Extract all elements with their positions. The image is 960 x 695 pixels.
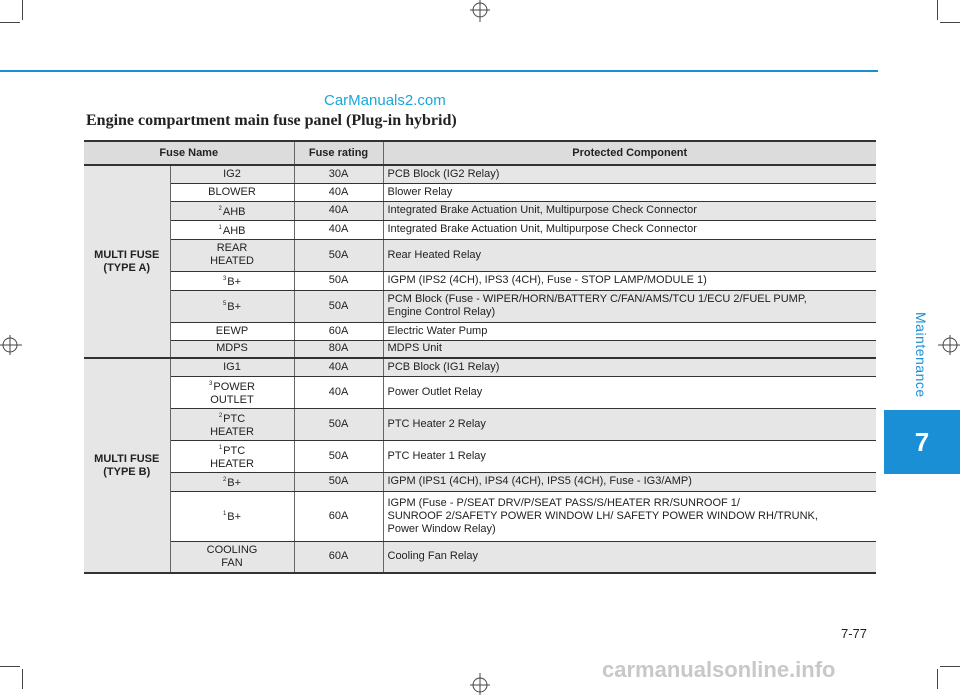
table-row — [84, 472, 876, 491]
fuse-name-cell — [170, 322, 294, 340]
table-row — [84, 239, 876, 271]
protected-component: IGPM (Fuse - P/SEAT DRV/P/SEAT PASS/S/HEATER RR/SUNROOF 1/ SUNROOF 2/SAFETY POWER WINDOW LH/ SAFETY POWER WINDOW RH/TRUNK, Power Window Relay) — [383, 491, 876, 541]
fuse-name-cell — [170, 408, 294, 440]
fuse-group-name: MULTI FUSE (TYPE B) — [84, 358, 170, 573]
crop-mark — [940, 666, 960, 667]
fuse-name: COOLING FAN — [206, 543, 258, 569]
fuse-name: IG2 — [223, 167, 241, 180]
table-row — [84, 201, 876, 220]
fuse-rating: 60A — [294, 541, 383, 573]
protected-component: Integrated Brake Actuation Unit, Multipurpose Check Connector — [383, 220, 876, 239]
fuse-name: B+ — [227, 301, 242, 313]
fuse-footnote-marker: 2 — [222, 476, 227, 483]
table-row — [84, 290, 876, 322]
protected-component: Rear Heated Relay — [383, 239, 876, 271]
crop-mark — [937, 669, 938, 689]
fuse-rating: 50A — [294, 239, 383, 271]
fuse-name: AHB — [222, 205, 246, 218]
fuse-footnote-marker: 1 — [222, 511, 227, 517]
table-row — [84, 358, 876, 376]
registration-mark-icon — [0, 330, 30, 360]
fuse-footnote-marker: 2 — [218, 205, 222, 212]
fuse-rating: 50A — [294, 440, 383, 472]
footer-watermark: carmanualsonline.info — [602, 657, 836, 682]
table-row — [84, 541, 876, 573]
fuse-rating: 30A — [294, 165, 383, 183]
fuse-name-cell — [170, 440, 294, 472]
fuse-name-cell — [170, 491, 294, 541]
table-row — [84, 376, 876, 408]
protected-component: PCM Block (Fuse - WIPER/HORN/BATTERY C/FAN/AMS/TCU 1/ECU 2/FUEL PUMP, Engine Control Relay) — [383, 290, 876, 322]
crop-mark — [937, 0, 938, 20]
crop-mark — [0, 666, 20, 667]
table-row — [84, 491, 876, 541]
fuse-name: MDPS — [216, 342, 248, 355]
fuse-rating: 50A — [294, 472, 383, 491]
fuse-name: BLOWER — [208, 185, 256, 198]
registration-mark-icon — [465, 0, 495, 30]
table-row — [84, 271, 876, 290]
fuse-footnote-marker: 5 — [222, 301, 227, 307]
page-title: Engine compartment main fuse panel (Plug-in hybrid) — [86, 112, 457, 129]
column-header-fuse-name: Fuse Name — [84, 141, 294, 165]
table-row — [84, 340, 876, 358]
protected-component: IGPM (IPS2 (4CH), IPS3 (4CH), Fuse - STOP LAMP/MODULE 1) — [383, 271, 876, 290]
fuse-name: EEWP — [215, 324, 249, 337]
fuse-footnote-marker: 2 — [218, 412, 223, 419]
crop-mark — [940, 22, 960, 23]
table-row — [84, 322, 876, 340]
fuse-rating: 60A — [294, 491, 383, 541]
protected-component: Blower Relay — [383, 183, 876, 201]
fuse-rating: 40A — [294, 376, 383, 408]
crop-mark — [22, 669, 23, 689]
fuse-footnote-marker: 1 — [218, 224, 222, 231]
protected-component: IGPM (IPS1 (4CH), IPS4 (4CH), IPS5 (4CH), Fuse - IG3/AMP) — [383, 472, 876, 491]
table-row — [84, 440, 876, 472]
fuse-name: B+ — [227, 476, 242, 489]
table-row — [84, 220, 876, 239]
fuse-rating: 40A — [294, 183, 383, 201]
chapter-tab-label: Maintenance — [913, 312, 929, 398]
fuse-rating: 40A — [294, 201, 383, 220]
fuse-name-cell — [170, 271, 294, 290]
chapter-tab — [884, 302, 960, 474]
column-header-fuse-rating: Fuse rating — [294, 141, 383, 165]
protected-component: Electric Water Pump — [383, 322, 876, 340]
registration-mark-icon — [465, 665, 495, 695]
protected-component: PTC Heater 2 Relay — [383, 408, 876, 440]
fuse-rating: 60A — [294, 322, 383, 340]
header-rule — [0, 70, 878, 72]
protected-component: Cooling Fan Relay — [383, 541, 876, 573]
fuse-name-cell — [170, 376, 294, 408]
watermark-link[interactable]: CarManuals2.com — [324, 92, 446, 109]
page-number: 7-77 — [841, 626, 868, 641]
fuse-rating: 50A — [294, 408, 383, 440]
fuse-table — [84, 140, 876, 574]
protected-component: MDPS Unit — [383, 340, 876, 358]
table-row — [84, 183, 876, 201]
fuse-name: REAR HEATED — [210, 242, 254, 267]
fuse-footnote-marker: 3 — [222, 275, 227, 282]
fuse-name-cell — [170, 290, 294, 322]
fuse-table-body — [84, 165, 876, 573]
fuse-name-cell — [170, 358, 294, 376]
fuse-name-cell — [170, 201, 294, 220]
protected-component: Integrated Brake Actuation Unit, Multipurpose Check Connector — [383, 201, 876, 220]
fuse-name: B+ — [227, 275, 242, 288]
fuse-group-name: MULTI FUSE (TYPE A) — [84, 165, 170, 358]
fuse-name-cell — [170, 183, 294, 201]
table-header-row — [84, 141, 876, 165]
fuse-name-cell — [170, 541, 294, 573]
fuse-rating: 80A — [294, 340, 383, 358]
fuse-name-cell — [170, 165, 294, 183]
table-row — [84, 165, 876, 183]
fuse-name-cell — [170, 340, 294, 358]
fuse-footnote-marker: 1 — [218, 444, 223, 451]
fuse-name-cell — [170, 220, 294, 239]
column-header-protected-component: Protected Component — [383, 141, 876, 165]
crop-mark — [22, 0, 23, 20]
protected-component: PCB Block (IG1 Relay) — [383, 358, 876, 376]
fuse-name: PTC HEATER — [210, 444, 254, 470]
fuse-footnote-marker: 3 — [209, 380, 213, 387]
protected-component: PTC Heater 1 Relay — [383, 440, 876, 472]
fuse-name: B+ — [227, 511, 242, 523]
fuse-name: POWER OUTLET — [210, 380, 255, 406]
protected-component: Power Outlet Relay — [383, 376, 876, 408]
fuse-name: PTC HEATER — [210, 412, 254, 438]
fuse-name: IG1 — [223, 360, 241, 373]
fuse-name-cell — [170, 239, 294, 271]
table-row — [84, 408, 876, 440]
fuse-rating: 40A — [294, 358, 383, 376]
fuse-name-cell — [170, 472, 294, 491]
chapter-tab-number: 7 — [884, 410, 960, 474]
crop-mark — [0, 22, 20, 23]
fuse-name: AHB — [222, 224, 246, 237]
fuse-rating: 50A — [294, 290, 383, 322]
fuse-rating: 40A — [294, 220, 383, 239]
protected-component: PCB Block (IG2 Relay) — [383, 165, 876, 183]
fuse-rating: 50A — [294, 271, 383, 290]
